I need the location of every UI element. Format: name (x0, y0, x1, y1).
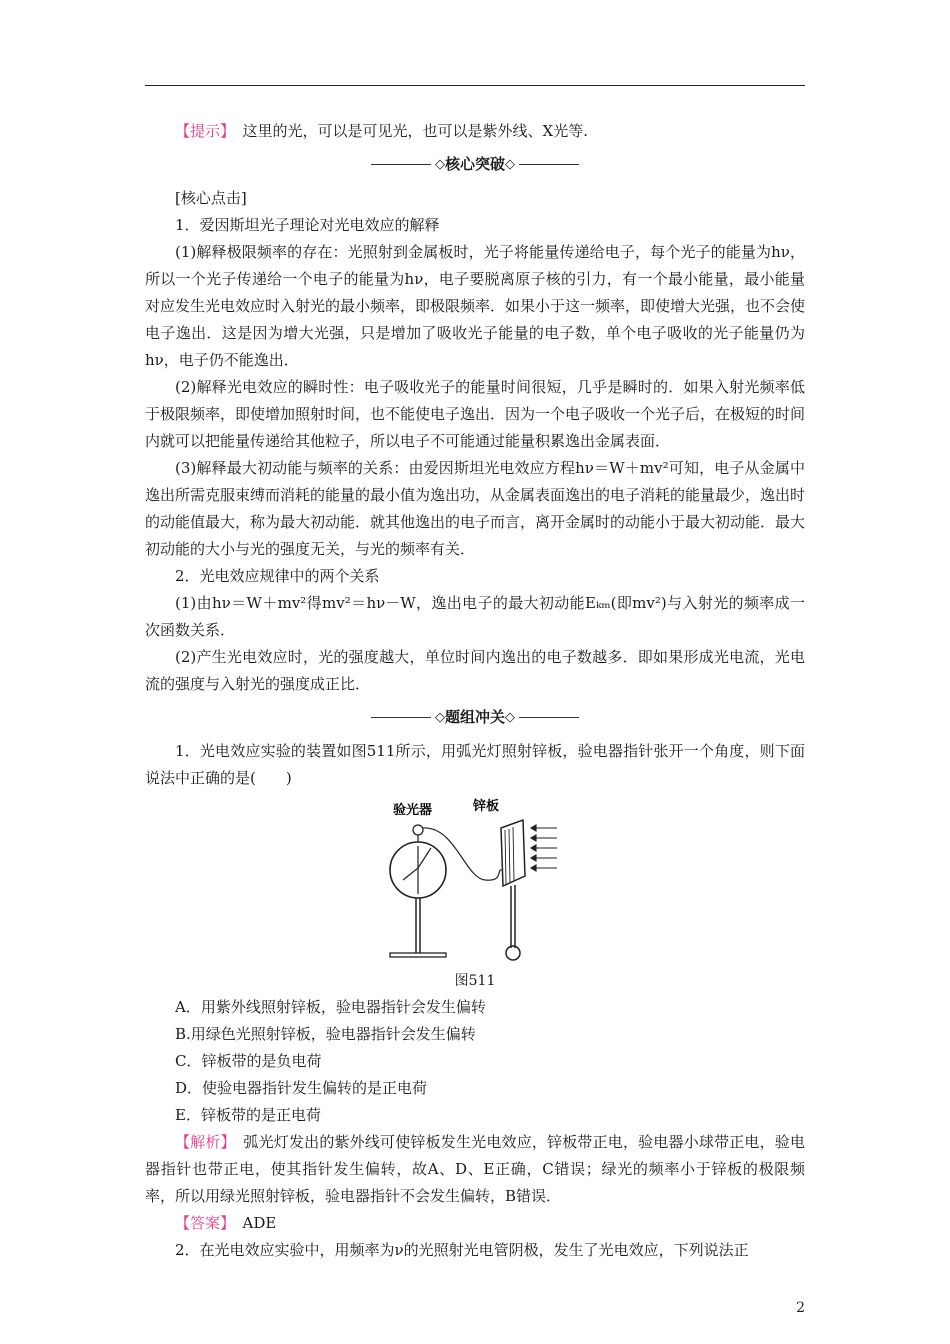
page-content (145, 118, 805, 1264)
header-rule (145, 85, 805, 86)
option-a: A．用紫外线照射锌板，验电器指针会发生偏转 (175, 998, 486, 1016)
analysis-tag: 【解析】 (175, 1133, 229, 1151)
option-b: B.用绿色光照射锌板，验电器指针会发生偏转 (175, 1025, 476, 1043)
answer-text: ADE (227, 1214, 277, 1232)
figure-label-right: 锌板 (473, 799, 500, 814)
paragraph-5: (2)产生光电效应时，光的强度越大，单位时间内逸出的电子数越多．即如果形成光电流，光电流的强度与入射光的强度成正比． (145, 648, 805, 693)
zinc-plate (501, 820, 525, 960)
option-c: C．锌板带的是负电荷 (175, 1052, 322, 1070)
paragraph-1: (1)解释极限频率的存在：光照射到金属板时，光子将能量传递给电子，每个光子的能量为hν，所以一个光子传递给一个电子的能量为hν，电子要脱离原子核的引力，有一个最小能量，最小能量对应发生光电效应时入射光的最小频率，即极限频率．如果小于这一频率，即使增大光强，也不会使电子逸出．这是因为增大光强，只是增加了吸收光子能量的电子数，单个电子吸收的光子能量仍为hν，电子仍不能逸出． (145, 243, 806, 369)
header-line-left (371, 717, 431, 718)
answer-tag: 【答案】 (175, 1214, 228, 1232)
question-2-stem: 2．在光电效应实验中，用频率为ν的光照射光电管阴极，发生了光电效应，下列说法正 (175, 1241, 749, 1259)
section-header-practice (145, 700, 805, 734)
option-d: D．使验电器指针发生偏转的是正电荷 (175, 1079, 428, 1097)
diamond-icon: ◇ (505, 156, 515, 172)
section-title-practice: 题组冲关 (444, 707, 505, 726)
electroscope-zinc-plate-diagram (385, 798, 565, 968)
section-header-core (145, 147, 805, 181)
light-rays (531, 825, 557, 871)
question-1-stem: 1．光电效应实验的装置如图511所示，用弧光灯照射锌板，验电器指针张开一个角度，则下面说法中正确的是( ) (145, 742, 805, 787)
electroscope (390, 825, 446, 957)
header-line-right (519, 717, 579, 718)
option-e: E．锌板带的是正电荷 (175, 1106, 321, 1124)
diamond-icon: ◇ (505, 709, 515, 725)
diamond-icon: ◇ (434, 709, 445, 725)
hint-paragraph (145, 118, 805, 145)
page-number: 2 (796, 1300, 805, 1316)
paragraph-4: (1)由hν＝W＋mv²得mv²＝hν－W，逸出电子的最大初动能Eₖₘ(即mv²)与入射光的频率成一次函数关系． (145, 594, 805, 639)
figure-electroscope (385, 798, 565, 968)
analysis-text: 弧光灯发出的紫外线可使锌板发生光电效应，锌板带正电，验电器小球带正电，验电器指针也带正电，使其指针发生偏转，故A、D、E正确，C错误；绿光的频率小于锌板的极限频率，所以用绿光照射锌板，验电器指针不会发生偏转，B错误． (145, 1133, 805, 1205)
analysis-paragraph (145, 1129, 805, 1210)
paragraph-3: (3)解释最大初动能与频率的关系：由爱因斯坦光电效应方程hν＝W＋mv²可知，电子从金属中逸出所需克服束缚而消耗的能量的最小值为逸出功，从金属表面逸出的电子消耗的能量最少，逸出时的动能值最大，称为最大初动能．就其他逸出的电子而言，离开金属时的动能小于最大初动能．最大初动能的大小与光的强度无关，与光的频率有关． (145, 459, 806, 558)
header-line-right (519, 164, 579, 165)
connecting-wire (423, 828, 503, 880)
core-heading: [核心点击] (175, 189, 247, 207)
hint-tag: 【提示】 (175, 122, 228, 140)
section-title-core: 核心突破 (444, 154, 505, 173)
paragraph-2: (2)解释光电效应的瞬时性：电子吸收光子的能量时间很短，几乎是瞬时的．如果入射光频率低于极限频率，即使增加照射时间，也不能使电子逸出．因为一个电子吸收一个光子后，在极短的时间内就可以把能量传递给其他粒子，所以电子不可能通过能量积累逸出金属表面． (145, 378, 806, 450)
figure-label-left: 验光器 (393, 803, 433, 818)
point1-title: 1．爱因斯坦光子理论对光电效应的解释 (175, 216, 440, 234)
hint-text: 这里的光，可以是可见光，也可以是紫外线、X光等. (227, 122, 588, 140)
diamond-icon: ◇ (434, 156, 445, 172)
answer-paragraph (145, 1210, 805, 1237)
figure-caption: 图511 (454, 973, 496, 989)
header-line-left (371, 164, 431, 165)
point2-title: 2．光电效应规律中的两个关系 (175, 567, 380, 585)
